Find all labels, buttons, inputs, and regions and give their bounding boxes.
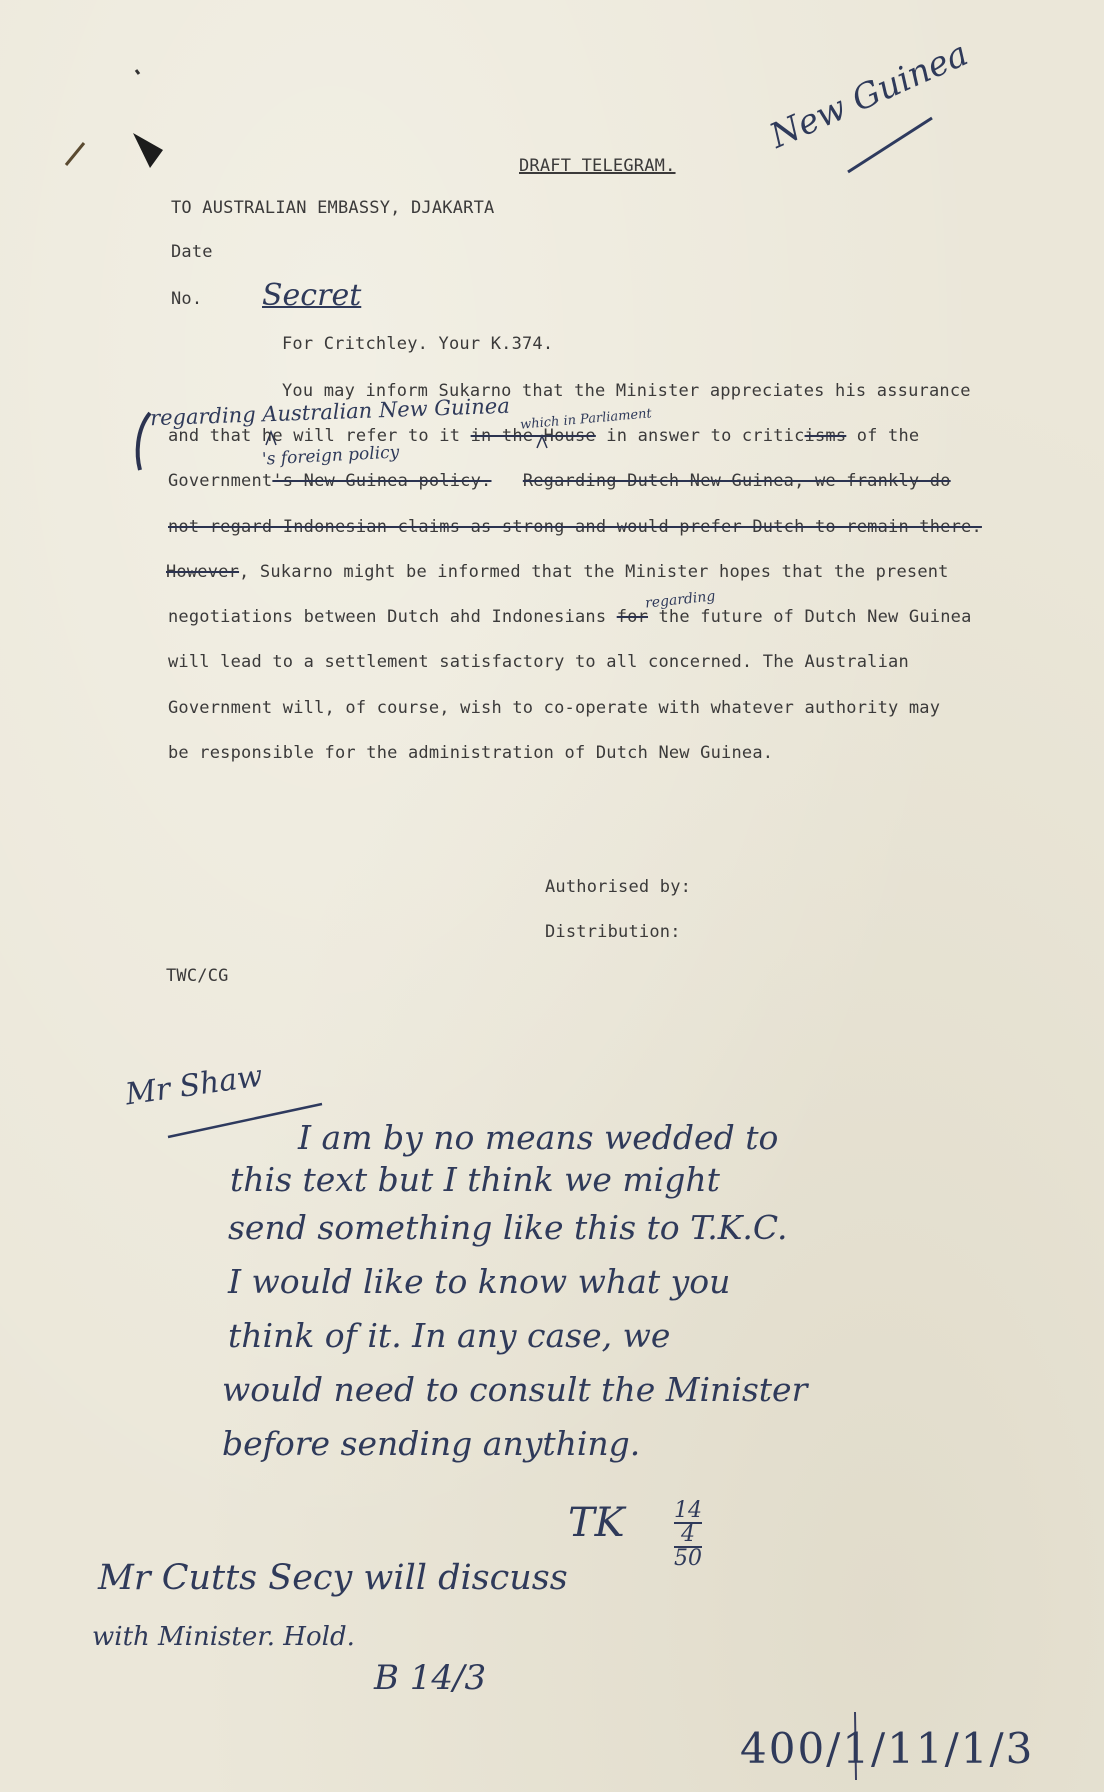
addressee: TO AUSTRALIAN EMBASSY, DJAKARTA [171,198,495,218]
minute-line-1: I am by no means wedded to [298,1118,779,1157]
minute-line-5: think of it. In any case, we [228,1316,671,1355]
struck-text: However [166,562,240,582]
margin-bracket-stroke [138,413,150,470]
body-line-5-part: , Sukarno might be informed that the Minister hopes that the present [239,562,949,582]
body-line-6-part: the future of Dutch New Guinea [658,607,972,627]
body-line-2 [168,426,919,446]
minute-line-2: this text but I think we might [230,1160,720,1199]
reference-initials: TWC/CG [166,966,229,986]
punch-hole-mark [133,133,163,168]
minute-date-month: 4 [674,1524,702,1548]
struck-text: in the House [470,426,596,446]
body-line-9: be responsible for the administration of Dutch New Guinea. [168,743,774,763]
secret-annotation: Secret [262,278,362,313]
date-label: Date [171,242,213,262]
margin-tick-mark [66,143,84,165]
file-number: 400/1/11/1/3 [740,1724,1035,1773]
body-line-2-part: of the [856,426,920,446]
reply-line-1: Mr Cutts Secy will discuss [98,1558,568,1598]
body-line-2-part: and that he will refer to it [168,426,461,446]
margin-dot [136,70,139,74]
authorised-by-label: Authorised by: [545,877,692,897]
minute-date [674,1500,702,1570]
number-label: No. [171,289,203,309]
body-line-3-part: Government [168,471,273,491]
minute-initials: TK [568,1500,625,1546]
struck-text: isms [804,426,847,446]
minute-addressee: Mr Shaw [123,1058,265,1113]
body-line-3 [168,471,951,491]
reply-line-2: with Minister. Hold. [92,1622,355,1652]
distribution-label: Distribution: [545,922,681,942]
body-line-6 [168,607,972,627]
struck-text: Regarding Dutch New Guinea, we frankly do [522,471,951,491]
minute-line-7: before sending anything. [222,1424,641,1463]
telegram-title: DRAFT TELEGRAM. [519,156,676,176]
struck-text: 's New Guinea policy. [272,471,492,491]
minute-line-3: send something like this to T.K.C. [228,1208,788,1247]
body-line-8: Government will, of course, wish to co-operate with whatever authority may [168,698,941,718]
body-line-6-part: negotiations between Dutch ahd Indonesians [168,607,607,627]
minute-date-year: 50 [674,1546,702,1571]
reply-initials-date: B 14/3 [374,1658,487,1698]
minute-line-6: would need to consult the Minister [222,1370,808,1409]
body-line-5 [166,562,949,582]
body-line-4-struck: not regard Indonesian claims as strong and would prefer Dutch to remain there. [168,517,982,537]
insertion-regarding: regarding [644,588,717,612]
for-line: For Critchley. Your K.374. [282,334,554,354]
minute-date-day: 14 [674,1498,702,1523]
minute-line-4: I would like to know what you [228,1262,731,1301]
new-guinea-annotation: New Guinea [764,33,974,157]
struck-text: for [616,607,649,627]
insertion-regarding-australian: regarding Australian New Guinea [149,393,511,431]
body-line-2-part: in answer to critic [606,426,805,446]
body-line-7: will lead to a settlement satisfactory to all concerned. The Australian [168,652,909,672]
insertion-foreign-policy: 's foreign policy [261,442,400,470]
insertion-which-in-parliament: which in Parliament [519,406,653,433]
title-slash-stroke [848,118,932,172]
body-line-1: You may inform Sukarno that the Minister appreciates his assurance [282,381,971,401]
